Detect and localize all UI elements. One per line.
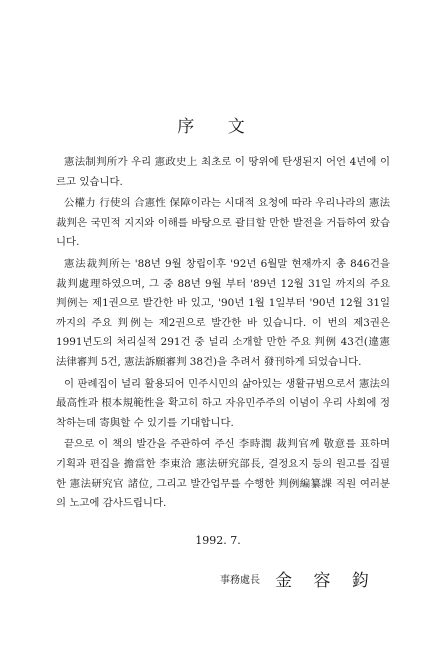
signature-block bbox=[220, 566, 377, 591]
signatory-title: 事務處長 bbox=[220, 575, 260, 586]
paragraph-3: 憲法裁判所는 '88년 9월 창립이후 '92년 6월말 현재까지 총 846건을 裁判處理하였으며, 그 중 88년 9월 부터 '89년 12월 31일 까지의 주요 判例는 제1권으로 발간한 바 있고, '90년 1월 1일부터 '90년 12월 31일 까지의 주요 判例는 제2권으로 발간한 바 있습니다. 이 번의 제3권은 1991년도의 처리실적 291건 중 널리 소개할 만한 주요 判例 43건(違憲法律審判 5건, 憲法訴願審判 38건)을 추려서 發刊하게 되었습니다. bbox=[56, 257, 390, 368]
preface-body bbox=[56, 153, 390, 516]
paragraph-4: 이 판례집이 널리 활용되어 민주시민의 삶아있는 생활규범으로서 憲法의 最高性과 根本規範性을 확고히 하고 자유민주주의 이념이 우리 사회에 정착하는데 寄與할 수 있기를 기대합니다. bbox=[56, 377, 390, 429]
paragraph-1: 憲法制判所가 우리 憲政史上 최초로 이 땅위에 탄생된지 어언 4년에 이르고 있습니다. bbox=[56, 156, 390, 188]
paragraph-5: 끝으로 이 책의 발간을 주관하여 주신 李時潤 裁判官께 敬意를 표하며 기획과 편집을 擔當한 李東洽 憲法研究部長, 결정요지 등의 원고를 집필한 憲法研究官 諸位, 그리고 발간업무를 수행한 判例編纂課 직원 여러분의 노고에 감사드립니다. bbox=[56, 438, 390, 510]
page-title: 序 文 bbox=[177, 117, 259, 137]
paragraph-2: 公權力 行使의 合憲性 保障이라는 시대적 요청에 따라 우리나라의 憲法裁判은 국민적 지지와 이해를 바탕으로 괄目할 만한 발전을 거듭하여 왔습니다. bbox=[56, 197, 390, 249]
date-line: 1992. 7. bbox=[195, 534, 241, 547]
signatory-name: 金 容 鈞 bbox=[275, 571, 377, 591]
